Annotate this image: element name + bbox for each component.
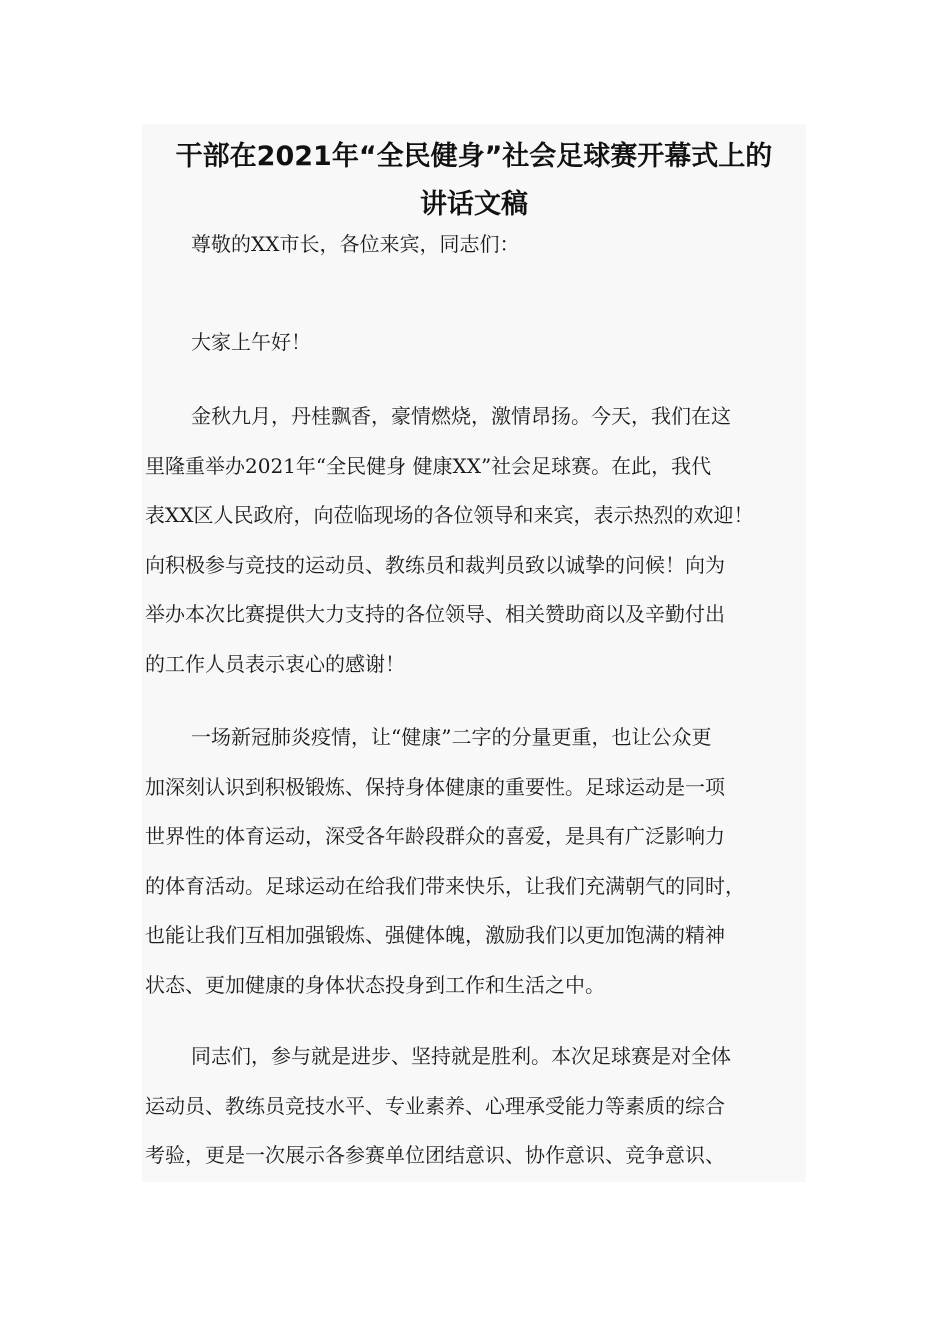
body-paragraph-1 xyxy=(145,392,806,690)
salutation-text: 大家上午好！ xyxy=(191,330,311,354)
document-title-line-2: 讲话文稿 xyxy=(420,189,528,220)
paragraph-line: 的工作人员表示衷心的感谢！ xyxy=(145,651,405,676)
paragraph-line: 状态、更加健康的身体状态投身到工作和生活之中。 xyxy=(145,972,605,997)
salutation-paragraph xyxy=(145,318,806,368)
paragraph-line: 运动员、教练员竞技水平、专业素养、心理承受能力等素质的综合 xyxy=(145,1093,725,1118)
greeting-paragraph xyxy=(145,220,806,270)
paragraph-line: 里隆重举办2021年“全民健身 健康XX”社会足球赛。在此，我代 xyxy=(145,453,712,478)
paragraph-line: 的体育活动。足球运动在给我们带来快乐，让我们充满朝气的同时， xyxy=(145,873,745,898)
paragraph-line: 表XX区人民政府，向莅临现场的各位领导和来宾，表示热烈的欢迎！ xyxy=(145,503,754,528)
paragraph-line: 世界性的体育运动，深受各年龄段群众的喜爱，是具有广泛影响力 xyxy=(145,824,725,849)
document-page xyxy=(142,124,806,1182)
paragraph-line: 向积极参与竞技的运动员、教练员和裁判员致以诚挚的问候！向为 xyxy=(145,552,725,577)
greeting-text: 尊敬的XX市长，各位来宾，同志们： xyxy=(191,232,520,256)
paragraph-line: 加深刻认识到积极锻炼、保持身体健康的重要性。足球运动是一项 xyxy=(145,774,725,799)
paragraph-line: 金秋九月，丹桂飘香，豪情燃烧，激情昂扬。今天，我们在这 xyxy=(191,404,731,428)
body-paragraph-2 xyxy=(145,713,806,1011)
paragraph-line: 也能让我们互相加强锻炼、强健体魄，激励我们以更加饱满的精神 xyxy=(145,923,725,948)
paragraph-line: 举办本次比赛提供大力支持的各位领导、相关赞助商以及辛勤付出 xyxy=(145,602,725,627)
paragraph-line: 同志们，参与就是进步、坚持就是胜利。本次足球赛是对全体 xyxy=(191,1044,731,1068)
body-paragraph-3 xyxy=(145,1032,806,1181)
paragraph-line: 考验，更是一次展示各参赛单位团结意识、协作意识、竞争意识、 xyxy=(145,1143,725,1168)
document-title-line-1: 干部在2021年“全民健身”社会足球赛开幕式上的 xyxy=(175,141,773,172)
paragraph-line: 一场新冠肺炎疫情，让“健康”二字的分量更重，也让公众更 xyxy=(191,725,712,749)
